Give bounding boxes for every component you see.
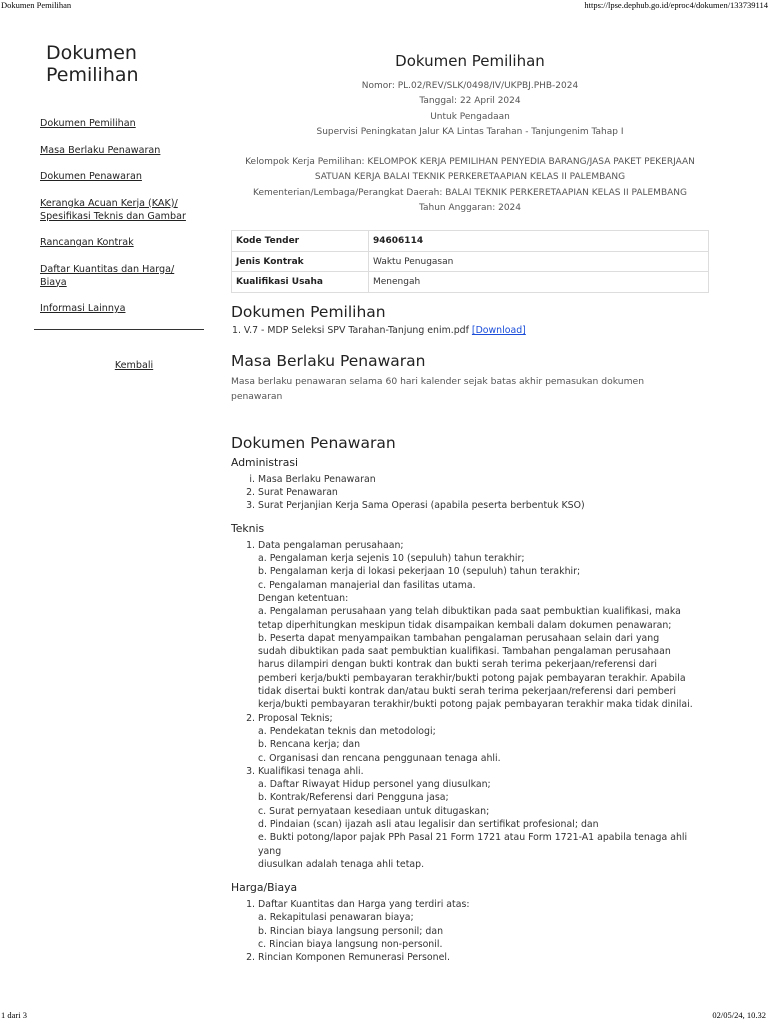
list-line: 3. Kualifikasi tenaga ahli. [258,765,364,777]
subheading-harga: Harga/Biaya [231,881,298,895]
list-line: kerja/bukti pembayaran terakhir/bukti potong pajak pembayaran terakhir maka tidak dinilai. [258,699,693,711]
info-key: Kode Tender [232,231,369,252]
section-heading: Dokumen Penawaran [231,433,396,452]
list-line: b. Rincian biaya langsung personil; dan [258,925,444,937]
list-line: c. Organisasi dan rencana penggunaan tenaga ahli. [258,752,501,764]
tanggal: Tanggal: 22 April 2024 [419,96,521,107]
document-header [231,52,709,216]
list-line: sudah dibuktikan pada saat pembuktian kualifikasi. Tambahan pengalaman perusahaan [258,646,671,658]
list-line: b. Kontrak/Referensi dari Pengguna jasa; [258,792,449,804]
nomor: Nomor: PL.02/REV/SLK/0498/IV/UKPBJ.PHB-2024 [361,81,579,91]
list-line: 2. Rincian Komponen Remunerasi Personel. [258,952,450,964]
sidebar-item-dokumen-pemilihan[interactable]: Dokumen Pemilihan [40,118,136,129]
list-line: 1. Daftar Kuantitas dan Harga yang terdiri atas: [258,899,470,911]
list-line: a. Pengalaman kerja sejenis 10 (sepuluh) tahun terakhir; [258,553,525,565]
sidebar-item-daftar-kuantitas-line1: Daftar Kuantitas dan Harga/ [40,263,175,275]
list-line: b. Rencana kerja; dan [258,739,361,751]
info-key: Kualifikasi Usaha [232,272,369,293]
print-footer-page: 1 dari 3 [1,1010,27,1020]
subheading-teknis: Teknis [231,521,265,535]
sidebar-title [46,42,204,86]
sidebar-item-dokumen-penawaran[interactable]: Dokumen Penawaran [40,171,142,182]
print-header-title: Dokumen Pemilihan [1,0,72,10]
sidebar-item-informasi-lainnya[interactable]: Informasi Lainnya [40,303,126,314]
sidebar-title-line1: Dokumen [46,42,137,64]
download-link[interactable]: [Download] [471,324,526,336]
list-item [258,712,709,765]
list-line: harus dilampiri dengan bukti kontrak dan bukti serah terima pekerjaan/referensi dari [258,659,657,671]
back-link-wrap [34,360,204,371]
sidebar-divider [34,329,204,330]
list-item [258,765,709,871]
table-row [232,272,709,293]
harga-list [258,898,709,964]
print-footer-datetime: 02/05/24, 10.32 [712,1010,766,1020]
sidebar-item-rancangan-kontrak[interactable]: Rancangan Kontrak [40,237,134,248]
table-row [232,251,709,272]
subheading-administrasi: Administrasi [231,455,298,469]
list-line: b. Pengalaman kerja di lokasi pekerjaan 10 (sepuluh) tahun terakhir; [258,566,581,578]
list-line: 1. Data pengalaman perusahaan; [258,539,404,551]
tahun-anggaran: Tahun Anggaran: 2024 [418,203,521,214]
list-line: a. Pendekatan teknis dan metodologi; [258,725,436,737]
sidebar-title-line2: Pemilihan [46,64,139,86]
list-line: c. Surat pernyataan kesediaan untuk ditugaskan; [258,805,490,817]
list-line: 2. Proposal Teknis; [258,712,333,724]
list-line: tetap diperhitungkan meskipun tidak disampaikan kembali dalam dokumen penawaran; [258,619,672,631]
print-footer [0,1010,768,1022]
list-item [258,898,709,951]
masa-text-line2: penawaran [231,390,283,402]
list-line: d. Pindaian (scan) ijazah asli atau legalisir dan sertifikat profesional; dan [258,819,599,830]
sidebar-item-kak-line2: Spesifikasi Teknis dan Gambar [40,210,186,222]
masa-text-line1: Masa berlaku penawaran selama 60 hari kalender sejak batas akhir pemasukan dokumen [231,375,645,387]
list-line: tidak disertai bukti kontrak dan/atau bukti serah terima pekerjaan/referensi dari pemberi [258,686,676,698]
list-item: 2. Surat Penawaran [258,486,709,499]
sidebar-item-daftar-kuantitas-line2: Biaya [40,276,67,288]
table-row [232,231,709,252]
list-line: pemberi kerja/bukti pembayaran terakhir/bukti potong pajak pembayaran terakhir. Apabila [258,672,686,684]
main-content [231,52,709,965]
list-item [258,539,709,712]
sidebar-item-kak[interactable] [40,198,186,222]
list-item: 3. Surat Perjanjian Kerja Sama Operasi (apabila peserta berbentuk KSO) [258,499,709,512]
section-masa-berlaku [231,352,709,404]
list-line: diusulkan adalah tenaga ahli tetap. [258,858,425,870]
section-dokumen-pemilihan [231,303,709,336]
pokja-line2: SATUAN KERJA BALAI TEKNIK PERKERETAAPIAN KELAS II PALEMBANG [314,172,626,183]
section-heading: Dokumen Pemilihan [231,302,386,321]
sidebar [34,42,204,371]
info-value: 94606114 [369,231,709,252]
file-name: 1. V.7 - MDP Seleksi SPV Tarahan-Tanjung enim.pdf [232,324,469,336]
info-key: Jenis Kontrak [232,251,369,272]
untuk-pengadaan: Untuk Pengadaan [430,111,510,122]
list-line: c. Rincian biaya langsung non-personil. [258,939,443,951]
print-header [0,0,768,12]
sidebar-item-daftar-kuantitas[interactable] [40,264,174,288]
section-heading: Masa Berlaku Penawaran [231,351,426,370]
info-value: Waktu Penugasan [369,251,709,272]
list-line: a. Daftar Riwayat Hidup personel yang diusulkan; [258,779,491,791]
section-dokumen-penawaran [231,434,709,965]
back-link[interactable]: Kembali [114,359,154,371]
pokja-line1: Kelompok Kerja Pemilihan: KELOMPOK KERJA PEMILIHAN PENYEDIA BARANG/JASA PAKET PEKERJAAN [245,157,695,168]
teknis-list [258,539,709,871]
info-table [231,230,709,293]
list-line: b. Peserta dapat menyampaikan tambahan pengalaman perusahaan selain dari yang [258,632,660,644]
sidebar-item-kak-line1: Kerangka Acuan Kerja (KAK)/ [40,197,178,209]
administrasi-list [258,473,709,513]
list-item [258,951,709,964]
list-line: c. Pengalaman manajerial dan fasilitas utama. [258,579,476,591]
file-list-item [232,325,709,336]
info-value: Menengah [369,272,709,293]
list-line: Dengan ketentuan: [258,592,349,604]
list-line: e. Bukti potong/lapor pajak PPh Pasal 21 Form 1721 atau Form 1721-A1 apabila tenaga ahli yang [258,832,688,857]
page-title: Dokumen Pemilihan [395,52,545,70]
masa-text [231,374,709,404]
sidebar-item-masa-berlaku[interactable]: Masa Berlaku Penawaran [40,144,161,156]
list-line: a. Rekapitulasi penawaran biaya; [258,912,414,924]
list-line: a. Pengalaman perusahaan yang telah dibuktikan pada saat pembuktian kualifikasi, maka [258,606,681,618]
list-item: i. Masa Berlaku Penawaran [258,473,709,486]
klpd: Kementerian/Lembaga/Perangkat Daerah: BALAI TEKNIK PERKERETAAPIAN KELAS II PALEMBANG [253,187,687,198]
print-header-url: https://lpse.dephub.go.id/eproc4/dokumen/133739114 [584,0,768,10]
nama-paket: Supervisi Peningkatan Jalur KA Lintas Tarahan - Tanjungenim Tahap I [316,126,624,137]
sidebar-nav [40,117,204,315]
